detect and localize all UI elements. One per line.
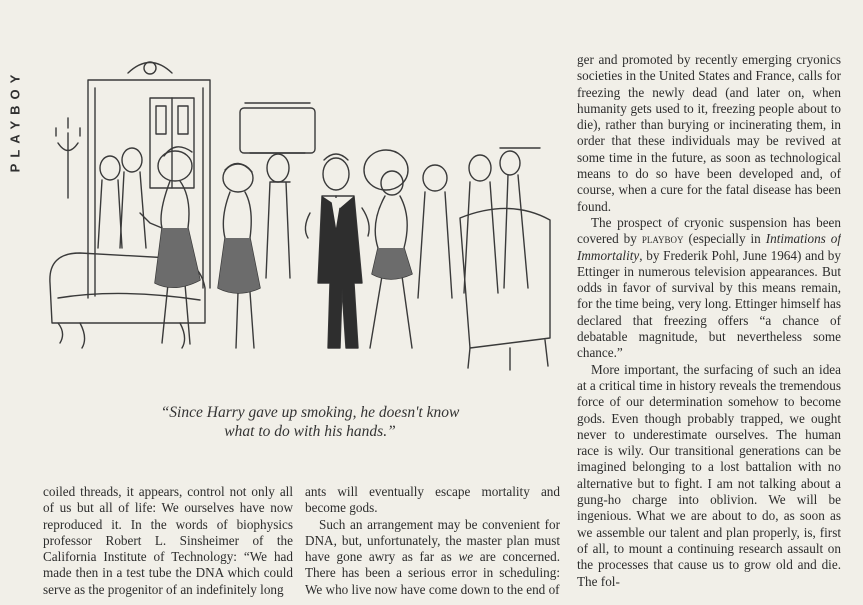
paragraph bbox=[577, 215, 841, 362]
paragraph: ger and promoted by recently emerging cryonics societies in the United States and France, calls for freezing the newly dead (and later on, when humanity gets used to it, freezing people about to die), rather than burying or incinerating them, in order that these individuals may be revived at some time in the future, as soon as technological means to do so have been developed and, of course, when a cure for the fatal disease has been found. bbox=[577, 52, 841, 214]
article-column-1 bbox=[43, 484, 293, 605]
text-run: are concerned. There has been a serious error in scheduling: We who live now have come down to the end of bbox=[305, 549, 560, 597]
magazine-name: PLAYBOY bbox=[7, 68, 23, 172]
paragraph: coiled threads, it appears, control not only all of us but all of life: We ourselves have now reproduced it. In the words of biophysics professor Robert L. Sinsheimer of the California Institute of Technology: “We had made then in a test tube the DNA which could serve as the progenitor of an indefinitely long bbox=[43, 484, 293, 597]
text-run: (especially in bbox=[683, 231, 766, 247]
text-run: The prospect of cryonic suspension has been covered by bbox=[577, 214, 841, 247]
caption-line: “Since Harry gave up smoking, he doesn't know bbox=[160, 404, 460, 421]
caption-line: what to do with his hands.” bbox=[224, 423, 396, 440]
text-run: , by Frederik Pohl, June 1964) and by Ettinger in numerous television appearances. But odds in favor of survival by this means remain, for the time being, very long. Ettinger himself has declared that freezing offers “a chance of debatable magnitude, but nevertheless some chance.” bbox=[577, 247, 841, 361]
text-run: Such an arrangement may be convenient for DNA, but, unfortunately, the master plan must have gone awry as far as bbox=[305, 516, 560, 565]
article-column-3 bbox=[577, 52, 841, 605]
cartoon-caption bbox=[100, 403, 520, 441]
magazine-brand-mention: playboy bbox=[641, 231, 684, 247]
emphasis-text: we bbox=[458, 549, 474, 565]
article-column-2 bbox=[305, 484, 560, 605]
article-title-citation: Intimations of Immortality bbox=[577, 231, 841, 263]
party-cartoon-illustration bbox=[40, 48, 565, 390]
paragraph: More important, the surfacing of such an idea at a critical time in history reveals the tremendous force of our determination somehow to become gods. Even though probably trapped, we ought never to underestimate ourselves. The human race is wily. Our transitional generations can be imagined belonging to a lost battalion with no alternative but to fight. I am not talking about a gung-ho charge into oblivion. We will be ingenious. What we are about to do, as soon as we assemble our talent and plan properly, is, first of all, to mount a continuing research assault on the processes that cause us to grow old and die. The fol- bbox=[577, 361, 841, 589]
paragraph bbox=[305, 517, 560, 598]
magazine-masthead-vertical bbox=[2, 40, 28, 200]
paragraph: ants will eventually escape mortality and become gods. bbox=[305, 484, 560, 516]
